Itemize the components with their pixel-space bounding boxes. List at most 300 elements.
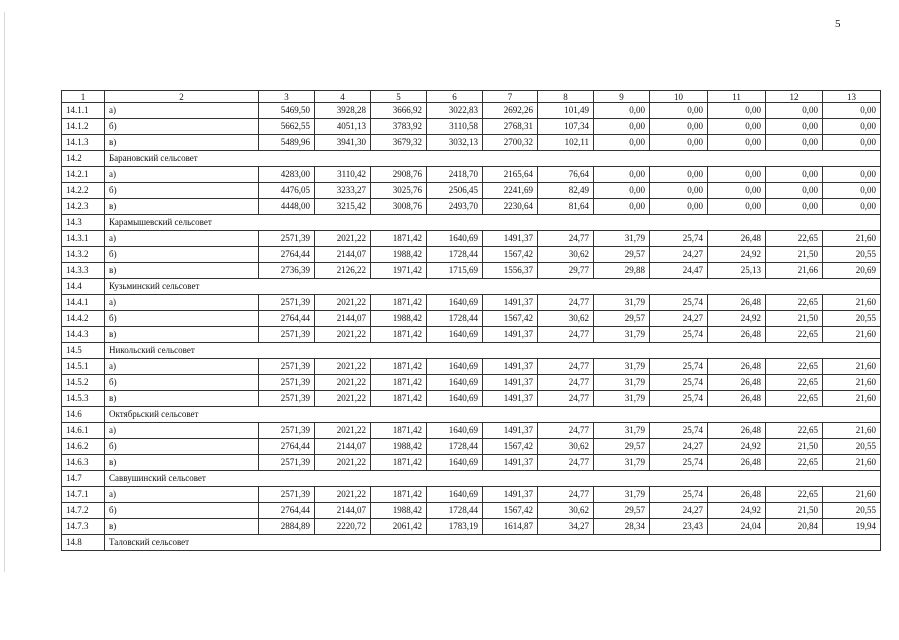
- table-cell: 2736,39: [259, 263, 315, 279]
- table-cell: 0,00: [650, 167, 708, 183]
- table-cell: 2764,44: [259, 247, 315, 263]
- section-code: 14.5: [62, 343, 105, 359]
- table-row: [62, 503, 881, 519]
- table-row: [62, 327, 881, 343]
- column-header: 4: [315, 91, 371, 103]
- table-cell: 21,60: [823, 359, 881, 375]
- table-cell: 26,48: [708, 375, 766, 391]
- table-cell: 2144,07: [315, 247, 371, 263]
- table-cell: 3110,58: [427, 119, 483, 135]
- table-cell: 1988,42: [371, 247, 427, 263]
- table-cell: 2144,07: [315, 439, 371, 455]
- table-cell: 1491,37: [483, 359, 538, 375]
- table-cell: 0,00: [650, 135, 708, 151]
- section-code: 14.6: [62, 407, 105, 423]
- table-cell: 0,00: [594, 135, 650, 151]
- section-row: [62, 471, 881, 487]
- table-cell: 31,79: [594, 391, 650, 407]
- column-header: 13: [823, 91, 881, 103]
- table-cell: 0,00: [823, 103, 881, 119]
- table-row: [62, 247, 881, 263]
- table-cell: 25,74: [650, 375, 708, 391]
- row-variant: б): [105, 119, 259, 135]
- table-cell: 22,65: [766, 375, 823, 391]
- table-cell: 0,00: [708, 103, 766, 119]
- table-cell: 25,74: [650, 231, 708, 247]
- table-row: [62, 359, 881, 375]
- table-cell: 2220,72: [315, 519, 371, 535]
- table-row: [62, 519, 881, 535]
- table-cell: 22,65: [766, 231, 823, 247]
- table-cell: 3679,32: [371, 135, 427, 151]
- table-cell: 25,74: [650, 359, 708, 375]
- table-cell: 21,66: [766, 263, 823, 279]
- table-cell: 0,00: [708, 119, 766, 135]
- table-cell: 20,55: [823, 247, 881, 263]
- table-cell: 20,55: [823, 311, 881, 327]
- table-cell: 31,79: [594, 455, 650, 471]
- row-code: 14.6.1: [62, 423, 105, 439]
- table-cell: 30,62: [538, 503, 594, 519]
- table-cell: 23,43: [650, 519, 708, 535]
- table-cell: 2021,22: [315, 375, 371, 391]
- column-header: 5: [371, 91, 427, 103]
- table-cell: 1491,37: [483, 455, 538, 471]
- row-code: 14.6.2: [62, 439, 105, 455]
- table-cell: 3233,27: [315, 183, 371, 199]
- table-cell: 1783,19: [427, 519, 483, 535]
- table-cell: 4051,13: [315, 119, 371, 135]
- table-cell: 30,62: [538, 439, 594, 455]
- row-variant: а): [105, 359, 259, 375]
- table-cell: 21,60: [823, 487, 881, 503]
- table-cell: 24,92: [708, 247, 766, 263]
- table-cell: 4476,05: [259, 183, 315, 199]
- table-row: [62, 423, 881, 439]
- table-cell: 2230,64: [483, 199, 538, 215]
- row-variant: а): [105, 103, 259, 119]
- table-cell: 5662,55: [259, 119, 315, 135]
- table-cell: 26,48: [708, 423, 766, 439]
- table-cell: 20,84: [766, 519, 823, 535]
- table-cell: 2021,22: [315, 487, 371, 503]
- row-code: 14.7.3: [62, 519, 105, 535]
- table-cell: 1567,42: [483, 247, 538, 263]
- table-cell: 21,50: [766, 439, 823, 455]
- table-cell: 31,79: [594, 487, 650, 503]
- table-cell: 1491,37: [483, 423, 538, 439]
- column-header: 3: [259, 91, 315, 103]
- table-cell: 21,50: [766, 503, 823, 519]
- table-row: [62, 439, 881, 455]
- section-row: [62, 151, 881, 167]
- table-cell: 0,00: [823, 167, 881, 183]
- table-cell: 24,77: [538, 391, 594, 407]
- table-cell: 28,34: [594, 519, 650, 535]
- table-cell: 3025,76: [371, 183, 427, 199]
- table-cell: 25,74: [650, 455, 708, 471]
- table-cell: 2126,22: [315, 263, 371, 279]
- table-cell: 20,55: [823, 439, 881, 455]
- table-cell: 26,48: [708, 455, 766, 471]
- table-cell: 1988,42: [371, 311, 427, 327]
- table-cell: 2021,22: [315, 423, 371, 439]
- table-cell: 31,79: [594, 327, 650, 343]
- table-cell: 31,79: [594, 359, 650, 375]
- table-cell: 4283,00: [259, 167, 315, 183]
- table-cell: 2908,76: [371, 167, 427, 183]
- table-cell: 2571,39: [259, 375, 315, 391]
- table-cell: 2571,39: [259, 327, 315, 343]
- table-cell: 82,49: [538, 183, 594, 199]
- table-cell: 25,74: [650, 423, 708, 439]
- row-variant: в): [105, 199, 259, 215]
- column-header: 1: [62, 91, 105, 103]
- table-cell: 2506,45: [427, 183, 483, 199]
- table-row: [62, 375, 881, 391]
- table-cell: 0,00: [766, 135, 823, 151]
- table-cell: 2021,22: [315, 359, 371, 375]
- column-header: 6: [427, 91, 483, 103]
- table-cell: 2764,44: [259, 311, 315, 327]
- table-cell: 2021,22: [315, 455, 371, 471]
- section-row: [62, 343, 881, 359]
- table-cell: 25,74: [650, 295, 708, 311]
- table-cell: 24,77: [538, 375, 594, 391]
- table-cell: 0,00: [766, 103, 823, 119]
- table-cell: 1640,69: [427, 391, 483, 407]
- table-cell: 25,13: [708, 263, 766, 279]
- table-cell: 31,79: [594, 231, 650, 247]
- table-cell: 1871,42: [371, 423, 427, 439]
- table-cell: 1728,44: [427, 311, 483, 327]
- table-cell: 1871,42: [371, 391, 427, 407]
- table-cell: 19,94: [823, 519, 881, 535]
- table-cell: 81,64: [538, 199, 594, 215]
- table-row: [62, 119, 881, 135]
- column-header: 12: [766, 91, 823, 103]
- table-cell: 29,57: [594, 439, 650, 455]
- table-cell: 2692,26: [483, 103, 538, 119]
- table-cell: 24,92: [708, 311, 766, 327]
- table-cell: 22,65: [766, 359, 823, 375]
- section-title: Барановский сельсовет: [105, 151, 881, 167]
- row-code: 14.5.3: [62, 391, 105, 407]
- row-variant: а): [105, 295, 259, 311]
- table-cell: 0,00: [650, 103, 708, 119]
- table-cell: 1728,44: [427, 503, 483, 519]
- table-cell: 0,00: [823, 135, 881, 151]
- table-cell: 1567,42: [483, 311, 538, 327]
- table-cell: 1491,37: [483, 295, 538, 311]
- table-cell: 3008,76: [371, 199, 427, 215]
- table-cell: 2571,39: [259, 359, 315, 375]
- table-cell: 5469,50: [259, 103, 315, 119]
- section-row: [62, 407, 881, 423]
- row-code: 14.4.3: [62, 327, 105, 343]
- table-cell: 29,57: [594, 503, 650, 519]
- table-row: [62, 199, 881, 215]
- table-row: [62, 135, 881, 151]
- table-cell: 30,62: [538, 311, 594, 327]
- table-cell: 21,50: [766, 311, 823, 327]
- table-cell: 2061,42: [371, 519, 427, 535]
- table-cell: 5489,96: [259, 135, 315, 151]
- section-title: Таловский сельсовет: [105, 535, 881, 551]
- table-cell: 0,00: [766, 199, 823, 215]
- table-cell: 76,64: [538, 167, 594, 183]
- table-cell: 0,00: [708, 135, 766, 151]
- table-cell: 1567,42: [483, 439, 538, 455]
- section-title: Никольский сельсовет: [105, 343, 881, 359]
- row-variant: а): [105, 167, 259, 183]
- table-cell: 22,65: [766, 327, 823, 343]
- row-code: 14.3.3: [62, 263, 105, 279]
- table-cell: 1640,69: [427, 359, 483, 375]
- tariff-table: [61, 90, 881, 551]
- row-variant: б): [105, 311, 259, 327]
- table-row: [62, 295, 881, 311]
- table-cell: 21,60: [823, 231, 881, 247]
- table-cell: 22,65: [766, 423, 823, 439]
- margin-line: [4, 12, 5, 572]
- table-cell: 3215,42: [315, 199, 371, 215]
- header-row: [62, 91, 881, 103]
- column-header: 10: [650, 91, 708, 103]
- table-cell: 22,65: [766, 391, 823, 407]
- table-cell: 26,48: [708, 391, 766, 407]
- table-cell: 1728,44: [427, 247, 483, 263]
- table-cell: 24,27: [650, 247, 708, 263]
- table-cell: 1971,42: [371, 263, 427, 279]
- table-cell: 1728,44: [427, 439, 483, 455]
- table-cell: 1491,37: [483, 375, 538, 391]
- table-cell: 2021,22: [315, 327, 371, 343]
- table-cell: 1491,37: [483, 327, 538, 343]
- row-code: 14.4.1: [62, 295, 105, 311]
- table-cell: 26,48: [708, 327, 766, 343]
- table-cell: 1640,69: [427, 455, 483, 471]
- table-cell: 1491,37: [483, 231, 538, 247]
- table-cell: 25,74: [650, 487, 708, 503]
- table-cell: 0,00: [823, 119, 881, 135]
- table-cell: 24,77: [538, 295, 594, 311]
- table-row: [62, 167, 881, 183]
- table-cell: 0,00: [650, 183, 708, 199]
- row-code: 14.2.2: [62, 183, 105, 199]
- table-cell: 0,00: [594, 103, 650, 119]
- table-cell: 1871,42: [371, 327, 427, 343]
- table-cell: 1640,69: [427, 231, 483, 247]
- table-cell: 1556,37: [483, 263, 538, 279]
- table-cell: 20,55: [823, 503, 881, 519]
- table-cell: 2768,31: [483, 119, 538, 135]
- table-cell: 24,92: [708, 503, 766, 519]
- row-code: 14.1.3: [62, 135, 105, 151]
- table-cell: 31,79: [594, 423, 650, 439]
- table-cell: 30,62: [538, 247, 594, 263]
- table-cell: 21,50: [766, 247, 823, 263]
- table-row: [62, 391, 881, 407]
- table-cell: 2021,22: [315, 295, 371, 311]
- table-cell: 2165,64: [483, 167, 538, 183]
- table-cell: 0,00: [650, 119, 708, 135]
- table-cell: 102,11: [538, 135, 594, 151]
- row-code: 14.1.1: [62, 103, 105, 119]
- column-header: 9: [594, 91, 650, 103]
- table-cell: 3022,83: [427, 103, 483, 119]
- table-cell: 0,00: [594, 199, 650, 215]
- table-cell: 3666,92: [371, 103, 427, 119]
- table-cell: 0,00: [594, 167, 650, 183]
- table-cell: 2144,07: [315, 503, 371, 519]
- row-variant: в): [105, 455, 259, 471]
- table-cell: 2571,39: [259, 455, 315, 471]
- table-cell: 26,48: [708, 231, 766, 247]
- table-row: [62, 455, 881, 471]
- row-code: 14.1.2: [62, 119, 105, 135]
- section-row: [62, 279, 881, 295]
- table-row: [62, 183, 881, 199]
- table-cell: 2571,39: [259, 295, 315, 311]
- table-cell: 1871,42: [371, 375, 427, 391]
- column-header: 8: [538, 91, 594, 103]
- row-code: 14.6.3: [62, 455, 105, 471]
- section-code: 14.7: [62, 471, 105, 487]
- table-cell: 1871,42: [371, 231, 427, 247]
- table-row: [62, 231, 881, 247]
- table-cell: 0,00: [766, 183, 823, 199]
- row-variant: в): [105, 135, 259, 151]
- table-cell: 107,34: [538, 119, 594, 135]
- table-cell: 0,00: [766, 167, 823, 183]
- row-variant: в): [105, 327, 259, 343]
- table-cell: 2571,39: [259, 391, 315, 407]
- table-cell: 0,00: [766, 119, 823, 135]
- table-cell: 21,60: [823, 327, 881, 343]
- table-cell: 2764,44: [259, 503, 315, 519]
- table-cell: 34,27: [538, 519, 594, 535]
- table-cell: 0,00: [708, 199, 766, 215]
- page-number: 5: [835, 18, 841, 30]
- table-cell: 2884,89: [259, 519, 315, 535]
- table-cell: 0,00: [594, 119, 650, 135]
- section-title: Кузьминский сельсовет: [105, 279, 881, 295]
- table-cell: 20,69: [823, 263, 881, 279]
- column-header: 2: [105, 91, 259, 103]
- table-cell: 1871,42: [371, 455, 427, 471]
- table-cell: 2144,07: [315, 311, 371, 327]
- table-cell: 3110,42: [315, 167, 371, 183]
- table-cell: 1871,42: [371, 359, 427, 375]
- table-cell: 25,74: [650, 327, 708, 343]
- table-row: [62, 311, 881, 327]
- table-cell: 2418,70: [427, 167, 483, 183]
- row-code: 14.4.2: [62, 311, 105, 327]
- table-cell: 21,60: [823, 295, 881, 311]
- table-cell: 22,65: [766, 487, 823, 503]
- row-code: 14.3.2: [62, 247, 105, 263]
- table-cell: 24,04: [708, 519, 766, 535]
- table-cell: 0,00: [594, 183, 650, 199]
- row-variant: в): [105, 391, 259, 407]
- table-cell: 3032,13: [427, 135, 483, 151]
- table-cell: 24,47: [650, 263, 708, 279]
- table-cell: 1871,42: [371, 487, 427, 503]
- table-cell: 29,57: [594, 311, 650, 327]
- table-cell: 2493,70: [427, 199, 483, 215]
- table-cell: 29,77: [538, 263, 594, 279]
- table-cell: 0,00: [650, 199, 708, 215]
- table-cell: 21,60: [823, 455, 881, 471]
- table-cell: 1871,42: [371, 295, 427, 311]
- row-code: 14.5.1: [62, 359, 105, 375]
- table-cell: 4448,00: [259, 199, 315, 215]
- section-title: Октябрьский сельсовет: [105, 407, 881, 423]
- table-cell: 24,77: [538, 423, 594, 439]
- table-cell: 29,57: [594, 247, 650, 263]
- table-cell: 0,00: [823, 183, 881, 199]
- table-cell: 2571,39: [259, 231, 315, 247]
- table-cell: 1640,69: [427, 327, 483, 343]
- row-variant: а): [105, 487, 259, 503]
- row-code: 14.7.1: [62, 487, 105, 503]
- table-cell: 1715,69: [427, 263, 483, 279]
- table-cell: 1988,42: [371, 503, 427, 519]
- table-cell: 1614,87: [483, 519, 538, 535]
- table-row: [62, 263, 881, 279]
- table-cell: 2571,39: [259, 423, 315, 439]
- table-cell: 24,77: [538, 327, 594, 343]
- column-header: 7: [483, 91, 538, 103]
- table-cell: 24,77: [538, 359, 594, 375]
- table-cell: 26,48: [708, 359, 766, 375]
- table-cell: 2700,32: [483, 135, 538, 151]
- table-cell: 21,60: [823, 375, 881, 391]
- table-cell: 3783,92: [371, 119, 427, 135]
- table-cell: 24,77: [538, 231, 594, 247]
- section-code: 14.3: [62, 215, 105, 231]
- section-row: [62, 535, 881, 551]
- table-cell: 24,27: [650, 439, 708, 455]
- section-code: 14.4: [62, 279, 105, 295]
- row-variant: б): [105, 503, 259, 519]
- table-cell: 21,60: [823, 391, 881, 407]
- row-code: 14.2.1: [62, 167, 105, 183]
- table-cell: 26,48: [708, 295, 766, 311]
- table-cell: 1567,42: [483, 503, 538, 519]
- table-cell: 31,79: [594, 375, 650, 391]
- table-cell: 0,00: [708, 167, 766, 183]
- row-variant: б): [105, 247, 259, 263]
- table-row: [62, 487, 881, 503]
- section-code: 14.8: [62, 535, 105, 551]
- table-cell: 1988,42: [371, 439, 427, 455]
- table-cell: 0,00: [823, 199, 881, 215]
- section-code: 14.2: [62, 151, 105, 167]
- table-cell: 2241,69: [483, 183, 538, 199]
- row-variant: а): [105, 231, 259, 247]
- row-variant: б): [105, 183, 259, 199]
- table-cell: 31,79: [594, 295, 650, 311]
- row-code: 14.2.3: [62, 199, 105, 215]
- table-cell: 3941,30: [315, 135, 371, 151]
- table-cell: 24,27: [650, 311, 708, 327]
- section-title: Саввушинский сельсовет: [105, 471, 881, 487]
- row-code: 14.3.1: [62, 231, 105, 247]
- table-cell: 24,77: [538, 487, 594, 503]
- section-row: [62, 215, 881, 231]
